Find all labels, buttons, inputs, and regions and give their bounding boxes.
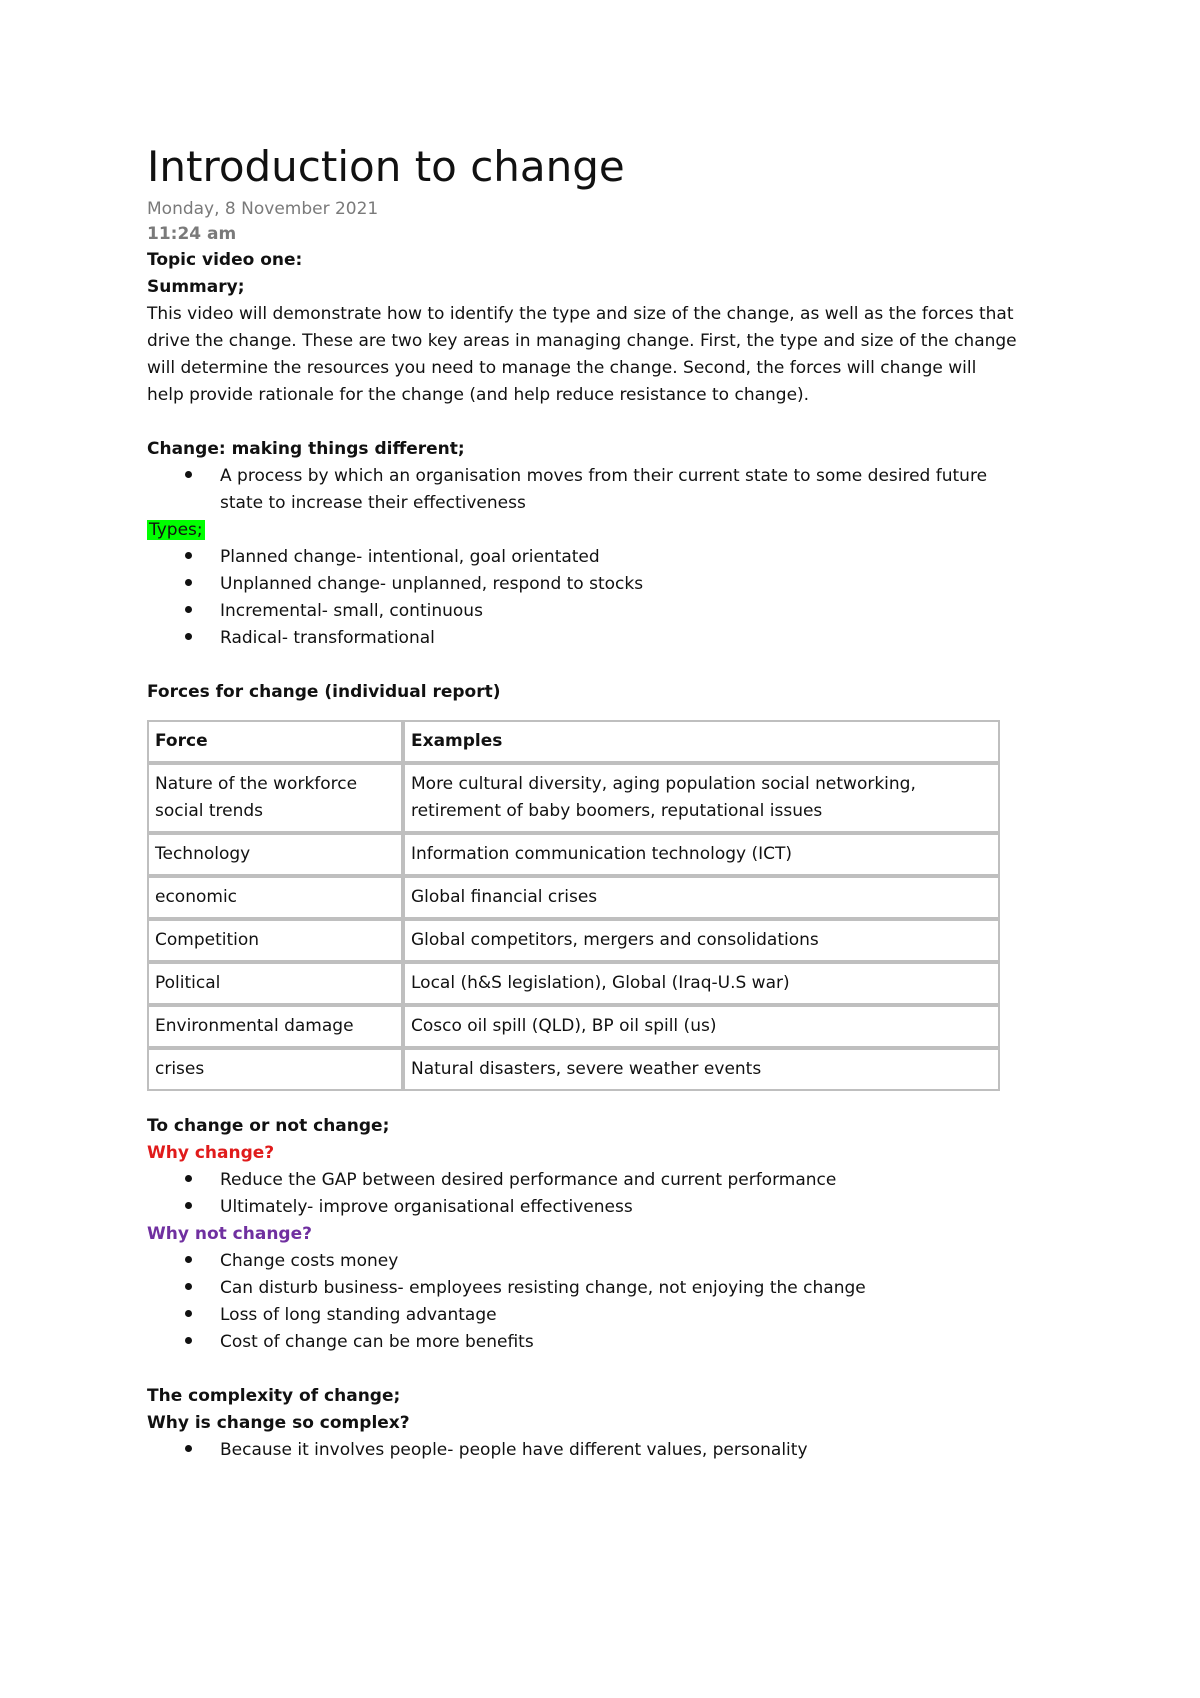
table-cell: crises xyxy=(147,1048,403,1091)
table-cell: More cultural diversity, aging population social networking, retirement of baby boomers, reputational issues xyxy=(403,763,1000,833)
table-row xyxy=(147,876,1000,919)
summary-line: will determine the resources you need to manage the change. Second, the forces will change will xyxy=(147,358,977,378)
table-row xyxy=(147,919,1000,962)
forces-table xyxy=(147,720,1000,1091)
spacer xyxy=(147,652,1067,679)
note-date: Monday, 8 November 2021 xyxy=(147,199,379,219)
to-change-heading: To change or not change; xyxy=(147,1116,390,1136)
table-cell: Nature of the workforce social trends xyxy=(147,763,403,833)
list-item: Reduce the GAP between desired performance and current performance xyxy=(147,1167,1067,1194)
table-cell: economic xyxy=(147,876,403,919)
table-cell: Global financial crises xyxy=(403,876,1000,919)
why-change-list xyxy=(147,1167,1067,1221)
list-item: Change costs money xyxy=(147,1248,1067,1275)
document-content xyxy=(147,141,1067,1464)
change-bullet-line: state to increase their effectiveness xyxy=(220,493,526,513)
table-row xyxy=(147,1048,1000,1091)
complexity-heading: The complexity of change; xyxy=(147,1386,401,1406)
list-item: Cost of change can be more benefits xyxy=(147,1329,1067,1356)
change-bullet-line: A process by which an organisation moves from their current state to some desired future xyxy=(220,466,988,486)
summary-line: This video will demonstrate how to identify the type and size of the change, as well as the forces that xyxy=(147,304,1014,324)
forces-heading: Forces for change (individual report) xyxy=(147,682,501,702)
table-cell: Global competitors, mergers and consolidations xyxy=(403,919,1000,962)
why-change-label: Why change? xyxy=(147,1143,275,1163)
types-label-row xyxy=(147,517,1067,544)
types-label: Types; xyxy=(149,520,203,540)
list-item: Because it involves people- people have different values, personality xyxy=(147,1437,1067,1464)
table-cell: Competition xyxy=(147,919,403,962)
spacer xyxy=(147,1356,1067,1383)
table-row xyxy=(147,763,1000,833)
complex-list xyxy=(147,1437,1067,1464)
list-item xyxy=(147,463,1067,517)
table-header: Force xyxy=(147,720,403,763)
list-item: Incremental- small, continuous xyxy=(147,598,1067,625)
change-heading: Change: making things different; xyxy=(147,439,465,459)
summary-line: help provide rationale for the change (and help reduce resistance to change). xyxy=(147,385,810,405)
list-item: Planned change- intentional, goal orientated xyxy=(147,544,1067,571)
note-time: 11:24 am xyxy=(147,224,237,244)
table-cell: Natural disasters, severe weather events xyxy=(403,1048,1000,1091)
table-cell: Local (h&S legislation), Global (Iraq-U.S war) xyxy=(403,962,1000,1005)
table-row xyxy=(147,833,1000,876)
table-cell: Political xyxy=(147,962,403,1005)
table-cell: Cosco oil spill (QLD), BP oil spill (us) xyxy=(403,1005,1000,1048)
spacer xyxy=(147,409,1067,436)
list-item: Radical- transformational xyxy=(147,625,1067,652)
table-row xyxy=(147,1005,1000,1048)
table-cell: Technology xyxy=(147,833,403,876)
summary-heading: Summary; xyxy=(147,277,245,297)
table-header: Examples xyxy=(403,720,1000,763)
change-definition-list xyxy=(147,463,1067,517)
table-cell: Information communication technology (ICT) xyxy=(403,833,1000,876)
table-cell: Environmental damage xyxy=(147,1005,403,1048)
why-not-label: Why not change? xyxy=(147,1224,312,1244)
why-not-list xyxy=(147,1248,1067,1356)
complex-question: Why is change so complex? xyxy=(147,1413,410,1433)
topic-heading: Topic video one: xyxy=(147,250,303,270)
list-item: Unplanned change- unplanned, respond to stocks xyxy=(147,571,1067,598)
list-item: Can disturb business- employees resisting change, not enjoying the change xyxy=(147,1275,1067,1302)
summary-line: drive the change. These are two key areas in managing change. First, the type and size of the change xyxy=(147,331,1017,351)
table-row xyxy=(147,962,1000,1005)
list-item: Loss of long standing advantage xyxy=(147,1302,1067,1329)
types-list xyxy=(147,544,1067,652)
table-header-row xyxy=(147,720,1000,763)
list-item: Ultimately- improve organisational effectiveness xyxy=(147,1194,1067,1221)
page-title: Introduction to change xyxy=(147,142,625,191)
